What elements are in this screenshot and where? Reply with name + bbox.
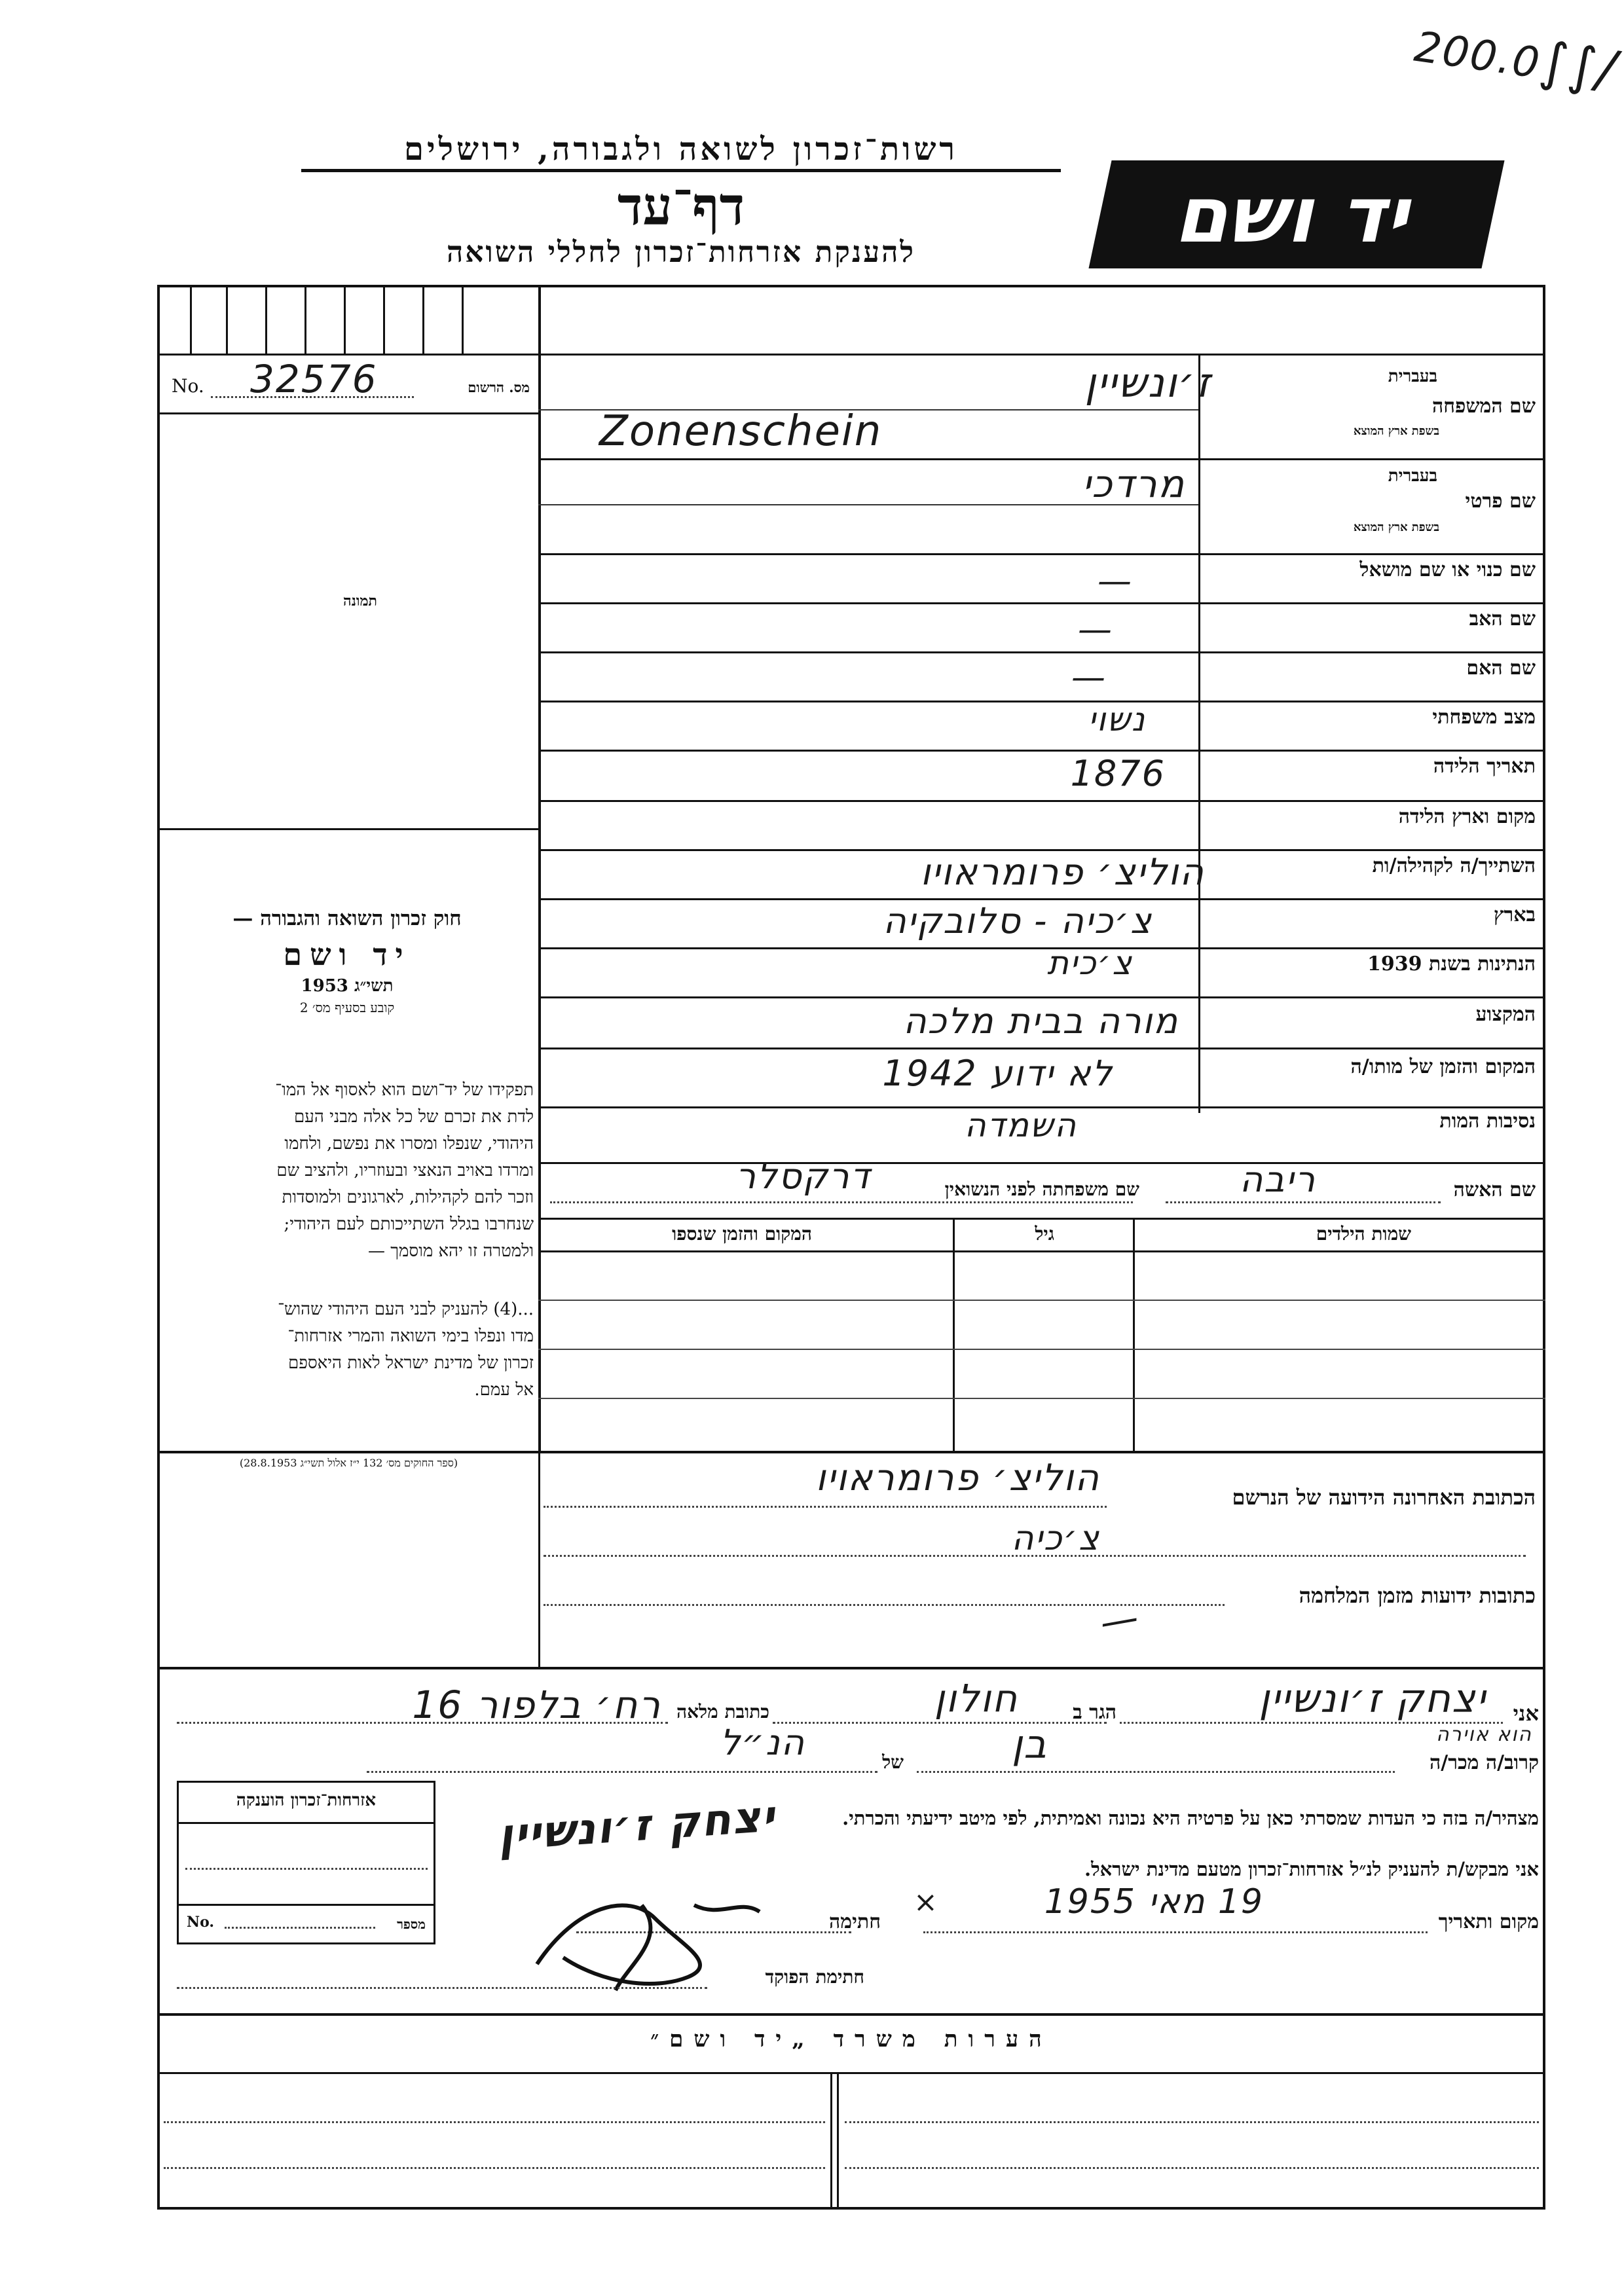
citizenship-granted-box bbox=[177, 1781, 435, 1944]
place-date-value: 19 מאי 1955 bbox=[1044, 1882, 1264, 1922]
law-line: זכרון של מדינת ישראל לאות היאספם bbox=[288, 1353, 534, 1373]
reg-heb-label: מס. הרשום bbox=[468, 379, 530, 395]
profession-value: מורה בבית מלכה bbox=[903, 1000, 1179, 1042]
mother-value: — bbox=[1071, 658, 1107, 697]
country-value: צ׳כיה - סלובקיה bbox=[883, 900, 1153, 941]
citizenship-label: הנתינות בשנת 1939 bbox=[1367, 953, 1536, 975]
place-date-label: מקום ותאריך bbox=[1438, 1910, 1539, 1933]
place-date-dotline bbox=[923, 1931, 1428, 1933]
wartime-address-value: — bbox=[1096, 1594, 1143, 1645]
photo-label: תמונה bbox=[343, 592, 377, 610]
form-subtitle: להענקת אזרחות־זכרון לחללי השואה bbox=[446, 236, 915, 269]
photo-bottom-line bbox=[157, 828, 538, 830]
remarks-divider bbox=[837, 2072, 839, 2210]
law-line: שנחרבו בגלל השתייכותם לעם היהודי; bbox=[284, 1214, 534, 1234]
law-year: תשי״ג 1953 bbox=[301, 976, 394, 996]
death-circumstances-value: השמדה bbox=[964, 1106, 1077, 1144]
stamp-line bbox=[179, 1822, 434, 1824]
remarks-top-line bbox=[157, 2013, 1545, 2016]
remarks-dotline bbox=[845, 2121, 1539, 2123]
stamp-line bbox=[179, 1904, 434, 1906]
stripe bbox=[226, 285, 228, 354]
registration-number-box bbox=[172, 357, 535, 412]
law-line: ...(4) להעניק לבני העם היהודי שהוש־ bbox=[278, 1300, 534, 1319]
mother-label: שם האם bbox=[1466, 657, 1536, 680]
declarant-city: חולון bbox=[934, 1676, 1018, 1721]
stripe bbox=[383, 285, 385, 354]
stamp-no-label: No. bbox=[187, 1914, 215, 1931]
section-line bbox=[157, 1451, 1545, 1453]
birth-date-label: תאריך הלידה bbox=[1433, 755, 1536, 778]
wife-label: שם האשה bbox=[1453, 1178, 1536, 1201]
declaration-line-1: מצהיר/ה בזה כי העדות שמסרתי כאן על פרטיה היא נכונה ואמיתית, לפי מיטב ידיעתי והכרתי. bbox=[842, 1807, 1539, 1829]
reg-no-label: No. bbox=[172, 375, 204, 397]
children-row-line bbox=[538, 1300, 1545, 1301]
top-band-line bbox=[157, 354, 1545, 355]
marital-value: נשוי bbox=[1088, 701, 1146, 738]
children-divider bbox=[1133, 1218, 1135, 1451]
law-line: אל עמם. bbox=[474, 1380, 534, 1400]
row-line bbox=[538, 553, 1545, 555]
wartime-address-label: כתובות ידועות מזמן המלחמה bbox=[1299, 1583, 1536, 1608]
children-place-header: המקום והזמן שנספו bbox=[672, 1223, 812, 1245]
death-place-time-value: לא ידוע 1942 bbox=[882, 1053, 1113, 1094]
children-row-line bbox=[538, 1349, 1545, 1350]
remarks-dotline bbox=[164, 2121, 825, 2123]
remarks-divider bbox=[830, 2072, 832, 2210]
community-label: השתייך/ה לקהילה/ות bbox=[1372, 854, 1536, 877]
children-age-header: גיל bbox=[1035, 1223, 1054, 1245]
children-top-line bbox=[538, 1218, 1545, 1220]
row-line bbox=[538, 602, 1545, 604]
nickname-value: — bbox=[1098, 562, 1133, 601]
scribble-path bbox=[537, 1905, 760, 1990]
yad-vashem-logo bbox=[1088, 160, 1504, 268]
law-paragraph-2 bbox=[164, 1296, 534, 1404]
profession-label: המקצוע bbox=[1475, 1003, 1536, 1026]
stripe bbox=[265, 285, 267, 354]
declarant-street: רח׳ בלפור 16 bbox=[412, 1683, 661, 1727]
clerk-dotline bbox=[177, 1987, 707, 1989]
address-dotline bbox=[544, 1506, 1107, 1508]
full-address-label: כתובת מלאה bbox=[676, 1701, 769, 1722]
law-block bbox=[164, 907, 530, 1016]
father-label: שם האב bbox=[1469, 608, 1536, 630]
family-name-label: שם המשפחה bbox=[1431, 395, 1536, 418]
remarks-title: הערות משרד „יד ושם״ bbox=[650, 2026, 1052, 2052]
scribble: ∫∫∕ bbox=[1536, 29, 1621, 101]
declarant-name: יצחק ז׳ונשיין bbox=[1259, 1676, 1486, 1722]
first-name-label: שם פרטי bbox=[1465, 490, 1536, 513]
family-name-hebrew: ז׳ונשיין bbox=[1084, 359, 1211, 407]
reg-number: 32576 bbox=[250, 357, 378, 401]
maiden-value: דרקסלר bbox=[735, 1156, 871, 1197]
last-address-value-2: צ׳כיה bbox=[1011, 1519, 1100, 1558]
wife-value: ריבה bbox=[1239, 1159, 1316, 1200]
wife-dotline bbox=[1166, 1201, 1441, 1203]
form-title: דף־עד bbox=[617, 175, 745, 237]
city-dotline bbox=[773, 1722, 1107, 1724]
of-value: הנ״ל bbox=[720, 1722, 805, 1763]
declarant-i-label: אני bbox=[1513, 1701, 1539, 1726]
stripe bbox=[462, 285, 464, 354]
authority-title: רשות־זכרון לשואה ולגבורה, ירושלים bbox=[301, 131, 1061, 172]
stripe bbox=[304, 285, 306, 354]
stamp-title: אזרחות־זכרון הוענקה bbox=[236, 1791, 377, 1810]
law-line: תפקידו של יד־ושם הוא לאסוף אל המו־ bbox=[275, 1080, 534, 1100]
family-origin-label: בשפת ארץ המוצא bbox=[1353, 424, 1439, 438]
law-line: היהודי, שנפלו ומסרו את נפשם, ולחמו bbox=[284, 1134, 534, 1154]
remarks-dotline bbox=[164, 2167, 825, 2169]
nickname-label: שם כנוי או שם מושאל bbox=[1359, 558, 1536, 581]
marital-label: מצב משפחתי bbox=[1432, 706, 1536, 729]
relation-label: קרוב/ה מכר/ה bbox=[1430, 1751, 1539, 1774]
row-line bbox=[538, 947, 1545, 949]
relation-dotline bbox=[917, 1771, 1395, 1773]
row-line bbox=[538, 1162, 1545, 1164]
death-place-time-label: המקום והזמן של מותו/ה bbox=[1350, 1055, 1536, 1078]
law-line: ומרדו באויב הנאצי ובעוזריו, ולהציב שם bbox=[276, 1161, 534, 1180]
row-line bbox=[538, 1048, 1545, 1049]
first-name-hebrew: מרדכי bbox=[1082, 462, 1185, 506]
citizenship-value: צ׳כית bbox=[1047, 944, 1133, 982]
row-line bbox=[538, 750, 1545, 752]
declarant-signature: יצחק ז׳ונשיין bbox=[496, 1791, 777, 1861]
declaration-line-2: אני מבקש/ת להעניק לנ״ל אזרחות־זכרון מטעם מדינת ישראל. bbox=[1084, 1858, 1539, 1880]
row-line bbox=[538, 701, 1545, 702]
last-address-value: הוליצ׳ פרומראויו bbox=[815, 1457, 1100, 1499]
row-line bbox=[538, 458, 1545, 460]
section-line bbox=[157, 1667, 1545, 1669]
son-of-value: בן bbox=[1011, 1722, 1048, 1768]
law-heading: חוק זכרון השואה והגבורה — bbox=[232, 907, 462, 930]
of-dotline bbox=[367, 1771, 877, 1773]
law-clause: קובע בסעיף מס׳ 2 bbox=[299, 1000, 395, 1015]
of-label: של bbox=[882, 1751, 904, 1773]
law-name: יד ושם bbox=[283, 937, 411, 972]
reg-line bbox=[157, 412, 538, 414]
father-value: — bbox=[1078, 610, 1113, 649]
first-hebrew-label: בעברית bbox=[1388, 466, 1437, 486]
stripe bbox=[190, 285, 192, 354]
first-origin-label: בשפת ארץ המוצא bbox=[1353, 520, 1439, 534]
law-line: וזכר להם לקהילות, לארגונים ולמוסדות bbox=[282, 1188, 534, 1207]
stripe bbox=[422, 285, 424, 354]
remarks-header-line bbox=[157, 2072, 1545, 2074]
date-mark: × bbox=[913, 1886, 939, 1919]
row-line bbox=[538, 800, 1545, 802]
clerk-signature-label: חתימת הפוקד bbox=[765, 1966, 864, 1988]
family-name-origin: Zonenschein bbox=[599, 407, 883, 456]
top-note-text: 200.0 bbox=[1411, 22, 1544, 88]
birth-date-value: 1876 bbox=[1070, 753, 1166, 794]
maiden-label: שם משפחתה לפני הנשואין bbox=[944, 1178, 1139, 1200]
stamp-no-dotline bbox=[225, 1927, 375, 1929]
signature-scribble bbox=[524, 1866, 799, 1997]
resident-label: הגר ב bbox=[1073, 1701, 1116, 1724]
law-line: לדת את זכרם של כל אלה מבני העם bbox=[293, 1107, 534, 1127]
children-header-line bbox=[538, 1250, 1545, 1252]
stripe bbox=[344, 285, 346, 354]
law-citation: (ספר החוקים מס׳ 132 י״ז אלול תשי״ג 28.8.1953) bbox=[239, 1457, 458, 1469]
children-divider bbox=[953, 1218, 955, 1451]
row-line bbox=[538, 996, 1545, 998]
community-value: הוליצ׳ פרומראויו bbox=[920, 851, 1205, 894]
logo-text: יד ושם bbox=[1170, 169, 1424, 260]
stamp-dotline bbox=[185, 1868, 428, 1870]
address-left-line bbox=[538, 1451, 540, 1667]
birth-place-label: מקום וארץ הלידה bbox=[1398, 805, 1536, 828]
family-hebrew-label: בעברית bbox=[1388, 367, 1437, 386]
stamp-no-heb: מספר bbox=[397, 1916, 426, 1932]
children-row-line bbox=[538, 1398, 1545, 1399]
law-line: מדו ונפלו בימי השואה והמרי אזרחות־ bbox=[287, 1326, 534, 1346]
maiden-dotline bbox=[550, 1201, 1133, 1203]
law-line: ולמטרה זו יהא מוסמך — bbox=[367, 1241, 534, 1261]
children-names-header: שמות הילדים bbox=[1316, 1223, 1411, 1245]
top-handwritten-note bbox=[1411, 12, 1620, 101]
country-label: בארץ bbox=[1493, 903, 1536, 926]
row-line bbox=[538, 651, 1545, 653]
remarks-dotline bbox=[845, 2167, 1539, 2169]
death-circumstances-label: נסיבות המות bbox=[1439, 1110, 1536, 1133]
relation-prefix: הוא אוירה bbox=[1436, 1723, 1532, 1746]
law-paragraph-1 bbox=[164, 1077, 534, 1265]
last-address-label: הכתובת האחרונה הידועה של הנרשם bbox=[1232, 1485, 1536, 1510]
label-divider bbox=[1198, 354, 1200, 1113]
signature-label: חתימה bbox=[829, 1910, 881, 1933]
